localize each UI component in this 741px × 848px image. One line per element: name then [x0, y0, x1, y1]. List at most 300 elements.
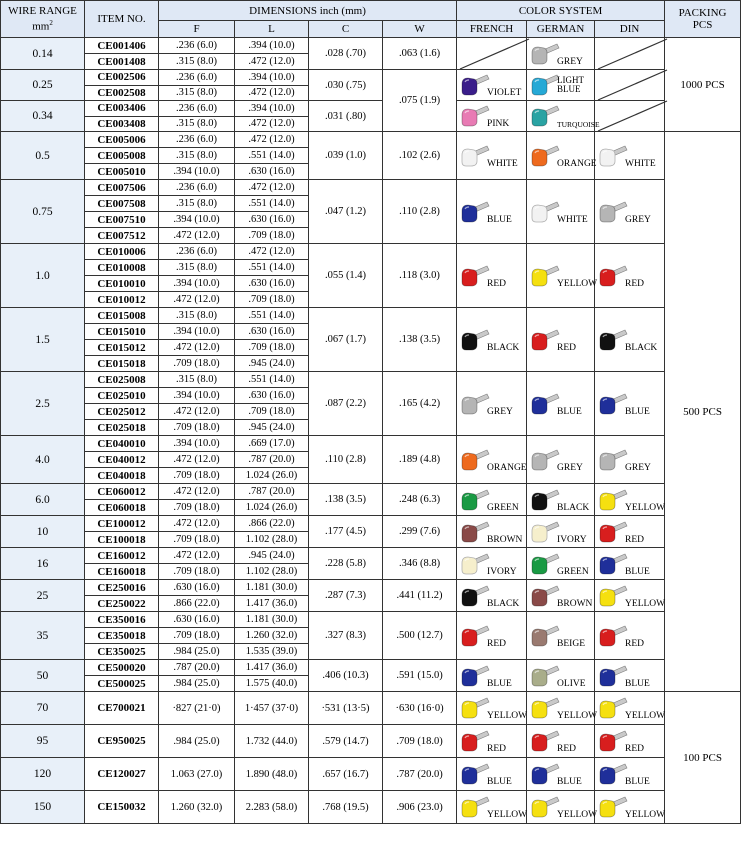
- f-dimension-cell: .315 (8.0): [159, 308, 235, 324]
- table-row: [1, 791, 741, 824]
- f-dimension-cell: .472 (12.0): [159, 484, 235, 500]
- c-dimension-cell: .768 (19.5): [309, 791, 383, 824]
- item-no-cell: CE350018: [85, 628, 159, 644]
- f-dimension-cell: 1.260 (32.0): [159, 791, 235, 824]
- german-swatch: [527, 693, 598, 723]
- ferrule-icon: [460, 623, 490, 649]
- french-swatch: [457, 759, 526, 789]
- ferrule-icon: [460, 551, 490, 577]
- item-no-cell: CE350016: [85, 612, 159, 628]
- din-header: DIN: [595, 21, 665, 38]
- item-no-cell: CE250022: [85, 596, 159, 612]
- din-swatch: [595, 661, 664, 691]
- l-dimension-cell: .787 (20.0): [235, 484, 309, 500]
- wire-range-cell: 0.34: [1, 101, 85, 132]
- french-swatch: [457, 621, 526, 651]
- table-row: [1, 180, 741, 196]
- french-header: FRENCH: [457, 21, 527, 38]
- item-no-cell: CE015008: [85, 308, 159, 324]
- l-dimension-cell: .709 (18.0): [235, 404, 309, 420]
- din-swatch: [595, 759, 664, 789]
- c-dimension-cell: .031 (.80): [309, 101, 383, 132]
- german-color-cell: [527, 791, 598, 824]
- color-label: BLUE: [557, 406, 582, 417]
- c-dimension-cell: .579 (14.7): [309, 725, 383, 758]
- french-color-cell: [457, 612, 527, 660]
- l-dimension-cell: .472 (12.0): [235, 85, 309, 101]
- item-no-cell: CE120027: [85, 758, 159, 791]
- german-color-cell: [527, 612, 595, 660]
- german-color-cell: [527, 484, 595, 516]
- french-color-cell: [457, 372, 527, 436]
- ferrule-icon: [598, 263, 628, 289]
- ferrule-icon: [460, 327, 490, 353]
- item-no-cell: CE015010: [85, 324, 159, 340]
- l-dimension-cell: .630 (16.0): [235, 276, 309, 292]
- german-color-cell: [527, 244, 598, 308]
- packing-quantity-cell: 500 PCS: [665, 132, 741, 692]
- item-no-cell: CE002506: [85, 70, 159, 86]
- color-label: GREY: [625, 462, 651, 473]
- german-color-cell: [527, 132, 595, 180]
- din-swatch: [595, 70, 664, 100]
- f-dimension-cell: .315 (8.0): [159, 148, 235, 164]
- din-color-cell: [595, 580, 665, 612]
- color-system-header: COLOR SYSTEM: [457, 1, 665, 21]
- french-color-cell: [457, 580, 527, 612]
- f-dimension-cell: .394 (10.0): [159, 164, 235, 180]
- c-dimension-cell: .177 (4.5): [309, 516, 383, 548]
- color-label: BLACK: [625, 342, 658, 353]
- color-label: RED: [487, 744, 507, 754]
- f-dimension-cell: .315 (8.0): [159, 372, 235, 388]
- ferrule-icon: [460, 519, 490, 545]
- item-no-cell: CE007508: [85, 196, 159, 212]
- color-label: RED: [625, 638, 645, 649]
- ferrule-icon: [460, 695, 490, 721]
- color-label: RED: [557, 744, 577, 754]
- ferrule-icon: [530, 761, 560, 787]
- din-swatch: [595, 325, 664, 355]
- item-no-cell: CE005010: [85, 164, 159, 180]
- ferrule-icon: [530, 551, 560, 577]
- color-label: YELLOW: [625, 598, 666, 609]
- l-dimension-cell: 1.181 (30.0): [235, 612, 309, 628]
- l-dimension-cell: .551 (14.0): [235, 308, 309, 324]
- item-no-cell: CE100018: [85, 532, 159, 548]
- f-dimension-cell: .866 (22.0): [159, 596, 235, 612]
- din-color-cell: [595, 244, 665, 308]
- f-header: F: [159, 21, 235, 38]
- din-swatch: [595, 726, 664, 756]
- f-dimension-cell: .394 (10.0): [159, 212, 235, 228]
- c-dimension-cell: .030 (.75): [309, 70, 383, 101]
- l-dimension-cell: 1.102 (28.0): [235, 532, 309, 548]
- din-swatch: [595, 197, 664, 227]
- f-dimension-cell: .236 (6.0): [159, 38, 235, 54]
- c-dimension-cell: .028 (.70): [309, 38, 383, 70]
- german-color-cell: [527, 758, 595, 791]
- color-label: ORANGE: [557, 158, 597, 169]
- c-dimension-cell: .228 (5.8): [309, 548, 383, 580]
- color-label: GREY: [625, 214, 651, 225]
- table-row: [1, 692, 741, 725]
- c-dimension-cell: .657 (16.7): [309, 758, 383, 791]
- german-swatch: [527, 549, 594, 579]
- item-no-cell: CE060018: [85, 500, 159, 516]
- packing-header: [665, 1, 741, 38]
- item-no-cell: CE025018: [85, 420, 159, 436]
- french-color-cell: [457, 308, 527, 372]
- din-color-cell: [595, 548, 665, 580]
- item-no-cell: CE160012: [85, 548, 159, 564]
- wire-range-cell: 10: [1, 516, 85, 548]
- pcs-label: PCS: [692, 19, 713, 31]
- item-no-cell: CE003406: [85, 101, 159, 117]
- color-label: VIOLET: [487, 88, 522, 98]
- ferrule-icon: [598, 519, 628, 545]
- not-available-slash-icon: [460, 39, 529, 69]
- color-label: YELLOW: [557, 810, 598, 820]
- l-dimension-cell: 1.417 (36.0): [235, 596, 309, 612]
- german-swatch: [527, 70, 594, 100]
- wire-range-cell: 70: [1, 692, 85, 725]
- f-dimension-cell: .630 (16.0): [159, 580, 235, 596]
- item-no-cell: CE010010: [85, 276, 159, 292]
- f-dimension-cell: .709 (18.0): [159, 628, 235, 644]
- ferrule-icon: [530, 583, 560, 609]
- color-label: WHITE: [487, 158, 518, 169]
- color-label: BLUE: [625, 566, 650, 577]
- german-color-cell: [527, 180, 595, 244]
- french-color-cell: [457, 791, 527, 824]
- item-no-cell: CE007512: [85, 228, 159, 244]
- color-label: BLUE: [487, 777, 512, 787]
- color-label: RED: [625, 278, 645, 289]
- ferrule-icon: [530, 72, 560, 98]
- l-dimension-cell: 1.024 (26.0): [235, 500, 309, 516]
- l-dimension-cell: 1.732 (44.0): [235, 725, 309, 758]
- w-dimension-cell: .709 (18.0): [383, 725, 457, 758]
- wire-range-cell: 1.0: [1, 244, 85, 308]
- ferrule-icon: [530, 327, 560, 353]
- l-dimension-cell: 1.575 (40.0): [235, 676, 309, 692]
- ferrule-icon: [460, 143, 490, 169]
- item-no-cell: CE005006: [85, 132, 159, 148]
- ferrule-icon: [530, 695, 560, 721]
- item-no-cell: CE002508: [85, 85, 159, 101]
- l-dimension-cell: .709 (18.0): [235, 340, 309, 356]
- ferrule-icon: [530, 263, 560, 289]
- item-no-cell: CE250016: [85, 580, 159, 596]
- table-row: [1, 758, 741, 791]
- f-dimension-cell: .394 (10.0): [159, 388, 235, 404]
- c-dimension-cell: .406 (10.3): [309, 660, 383, 692]
- ferrule-icon: [530, 794, 560, 820]
- ferrule-icon: [530, 487, 560, 513]
- dimensions-header: DIMENSIONS inch (mm): [159, 1, 457, 21]
- french-swatch: [457, 661, 526, 691]
- german-swatch: [527, 581, 594, 611]
- ferrule-icon: [530, 623, 560, 649]
- color-label: BLACK: [557, 502, 590, 513]
- table-row: [1, 244, 741, 260]
- table-row: [1, 516, 741, 532]
- w-dimension-cell: .346 (8.8): [383, 548, 457, 580]
- wire-range-cell: 50: [1, 660, 85, 692]
- color-label: YELLOW: [557, 278, 598, 289]
- table-row: [1, 132, 741, 148]
- ferrule-icon: [530, 199, 560, 225]
- l-dimension-cell: 1.417 (36.0): [235, 660, 309, 676]
- german-swatch: [527, 261, 598, 291]
- color-label: YELLOW: [625, 711, 666, 721]
- f-dimension-cell: .315 (8.0): [159, 85, 235, 101]
- wire-range-cell: 150: [1, 791, 85, 824]
- german-swatch: [527, 517, 594, 547]
- french-color-cell: [457, 484, 527, 516]
- color-label: OLIVE: [557, 678, 586, 689]
- ferrule-icon: [598, 487, 628, 513]
- french-color-cell: [457, 516, 527, 548]
- ferrule-icon: [598, 728, 628, 754]
- f-dimension-cell: .709 (18.0): [159, 356, 235, 372]
- table-row: [1, 580, 741, 596]
- din-color-cell: [595, 180, 665, 244]
- ferrule-icon: [460, 103, 490, 129]
- w-dimension-cell: ·630 (16·0): [383, 692, 457, 725]
- french-color-cell: [457, 436, 527, 484]
- din-swatch: [595, 792, 664, 822]
- item-no-cell: CE500020: [85, 660, 159, 676]
- f-dimension-cell: .472 (12.0): [159, 548, 235, 564]
- not-available-slash-icon: [598, 70, 667, 100]
- l-dimension-cell: .472 (12.0): [235, 54, 309, 70]
- ferrule-icon: [598, 551, 628, 577]
- color-label: BLACK: [487, 342, 520, 353]
- l-dimension-cell: 1.024 (26.0): [235, 468, 309, 484]
- french-swatch: [457, 39, 526, 69]
- l-dimension-cell: .787 (20.0): [235, 452, 309, 468]
- wire-range-cell: 0.25: [1, 70, 85, 101]
- german-swatch: [527, 197, 594, 227]
- german-color-cell: [527, 725, 595, 758]
- ferrule-icon: [530, 391, 560, 417]
- french-swatch: [457, 197, 526, 227]
- table-row: [1, 372, 741, 388]
- table-row: [1, 436, 741, 452]
- din-color-cell: [595, 38, 665, 70]
- w-dimension-cell: .165 (4.2): [383, 372, 457, 436]
- item-no-cell: CE025010: [85, 388, 159, 404]
- item-no-cell: CE007510: [85, 212, 159, 228]
- german-swatch: [527, 792, 598, 822]
- l-dimension-cell: .630 (16.0): [235, 212, 309, 228]
- din-color-cell: [595, 132, 665, 180]
- l-dimension-cell: .394 (10.0): [235, 70, 309, 86]
- item-no-header: ITEM NO.: [85, 1, 159, 38]
- color-label: BLUE: [487, 214, 512, 225]
- ferrule-icon: [598, 663, 628, 689]
- din-swatch: [595, 485, 664, 515]
- ferrule-icon: [530, 143, 560, 169]
- l-dimension-cell: .630 (16.0): [235, 164, 309, 180]
- f-dimension-cell: .236 (6.0): [159, 244, 235, 260]
- french-swatch: [457, 549, 526, 579]
- ferrule-icon: [460, 391, 490, 417]
- f-dimension-cell: .709 (18.0): [159, 500, 235, 516]
- item-no-cell: CE015012: [85, 340, 159, 356]
- german-swatch: [527, 445, 594, 475]
- packing-quantity-cell: 100 PCS: [665, 692, 741, 824]
- german-swatch: [527, 759, 594, 789]
- wire-unit-label: mm: [32, 20, 50, 33]
- color-label: RED: [487, 638, 507, 649]
- item-no-cell: CE950025: [85, 725, 159, 758]
- l-dimension-cell: .551 (14.0): [235, 196, 309, 212]
- l-dimension-cell: .472 (12.0): [235, 244, 309, 260]
- din-color-cell: [595, 372, 665, 436]
- color-label: BEIGE: [557, 638, 585, 649]
- c-dimension-cell: ·531 (13·5): [309, 692, 383, 725]
- table-row: [1, 612, 741, 628]
- color-label: RED: [557, 342, 577, 353]
- french-swatch: [457, 141, 526, 171]
- not-available-slash-icon: [598, 39, 667, 69]
- l-dimension-cell: .472 (12.0): [235, 116, 309, 132]
- f-dimension-cell: .984 (25.0): [159, 725, 235, 758]
- french-swatch: [457, 389, 526, 419]
- w-header: W: [383, 21, 457, 38]
- item-no-cell: CE007506: [85, 180, 159, 196]
- l-dimension-cell: .472 (12.0): [235, 180, 309, 196]
- w-dimension-cell: .299 (7.6): [383, 516, 457, 548]
- ferrule-icon: [460, 728, 490, 754]
- l-dimension-cell: .630 (16.0): [235, 388, 309, 404]
- french-color-cell: [457, 692, 527, 725]
- item-no-cell: CE015018: [85, 356, 159, 372]
- w-dimension-cell: .138 (3.5): [383, 308, 457, 372]
- color-label: TURQUOISE: [557, 120, 600, 129]
- color-label: YELLOW: [487, 711, 528, 721]
- item-no-cell: CE003408: [85, 116, 159, 132]
- color-label: IVORY: [557, 534, 587, 545]
- f-dimension-cell: .472 (12.0): [159, 452, 235, 468]
- french-swatch: [457, 445, 526, 475]
- french-color-cell: [457, 180, 527, 244]
- german-swatch: [527, 726, 594, 756]
- f-dimension-cell: .315 (8.0): [159, 54, 235, 70]
- l-dimension-cell: 1.890 (48.0): [235, 758, 309, 791]
- item-no-cell: CE500025: [85, 676, 159, 692]
- item-no-cell: CE010006: [85, 244, 159, 260]
- color-label: GREEN: [487, 502, 519, 513]
- item-no-cell: CE150032: [85, 791, 159, 824]
- l-dimension-cell: .551 (14.0): [235, 260, 309, 276]
- ferrule-icon: [460, 761, 490, 787]
- c-dimension-cell: .047 (1.2): [309, 180, 383, 244]
- f-dimension-cell: .315 (8.0): [159, 196, 235, 212]
- din-color-cell: [595, 516, 665, 548]
- item-no-cell: CE001406: [85, 38, 159, 54]
- wire-range-cell: 4.0: [1, 436, 85, 484]
- ferrule-icon: [460, 487, 490, 513]
- french-swatch: [457, 261, 526, 291]
- f-dimension-cell: .472 (12.0): [159, 340, 235, 356]
- ferrule-icon: [530, 447, 560, 473]
- din-color-cell: [595, 612, 665, 660]
- l-dimension-cell: 2.283 (58.0): [235, 791, 309, 824]
- color-label: BLACK: [487, 598, 520, 609]
- color-label: BROWN: [557, 598, 593, 609]
- ferrule-icon: [598, 391, 628, 417]
- item-no-cell: CE040018: [85, 468, 159, 484]
- table-row: [1, 308, 741, 324]
- wire-range-cell: 16: [1, 548, 85, 580]
- german-color-cell: [527, 660, 595, 692]
- din-swatch: [595, 261, 664, 291]
- ferrule-icon: [530, 519, 560, 545]
- item-no-cell: CE001408: [85, 54, 159, 70]
- packing-label: PACKING: [678, 7, 727, 19]
- german-color-cell: [527, 580, 595, 612]
- l-dimension-cell: 1.260 (32.0): [235, 628, 309, 644]
- item-no-cell: CE010008: [85, 260, 159, 276]
- german-color-cell: [527, 101, 600, 132]
- wire-range-cell: 95: [1, 725, 85, 758]
- table-row: [1, 660, 741, 676]
- f-dimension-cell: 1.063 (27.0): [159, 758, 235, 791]
- ferrule-icon: [530, 663, 560, 689]
- l-dimension-cell: .866 (22.0): [235, 516, 309, 532]
- not-available-slash-icon: [598, 101, 667, 131]
- ferrule-icon: [598, 199, 628, 225]
- french-color-cell: [457, 132, 527, 180]
- din-color-cell: [595, 436, 665, 484]
- table-row: [1, 70, 741, 86]
- color-label: GREY: [557, 462, 583, 473]
- french-color-cell: [457, 244, 527, 308]
- c-dimension-cell: .067 (1.7): [309, 308, 383, 372]
- ferrule-icon: [460, 447, 490, 473]
- f-dimension-cell: .394 (10.0): [159, 324, 235, 340]
- din-color-cell: [595, 308, 665, 372]
- f-dimension-cell: .709 (18.0): [159, 564, 235, 580]
- f-dimension-cell: .236 (6.0): [159, 70, 235, 86]
- c-dimension-cell: .138 (3.5): [309, 484, 383, 516]
- item-no-cell: CE005008: [85, 148, 159, 164]
- w-dimension-cell: .591 (15.0): [383, 660, 457, 692]
- f-dimension-cell: .236 (6.0): [159, 180, 235, 196]
- c-dimension-cell: .055 (1.4): [309, 244, 383, 308]
- l-dimension-cell: .394 (10.0): [235, 38, 309, 54]
- color-label: WHITE: [557, 214, 588, 225]
- ferrule-icon: [598, 447, 628, 473]
- din-color-cell: [595, 101, 665, 132]
- f-dimension-cell: .315 (8.0): [159, 260, 235, 276]
- item-no-cell: CE160018: [85, 564, 159, 580]
- wire-range-cell: 120: [1, 758, 85, 791]
- item-no-cell: CE350025: [85, 644, 159, 660]
- color-label: BROWN: [487, 534, 523, 545]
- wire-range-cell: 35: [1, 612, 85, 660]
- c-header: C: [309, 21, 383, 38]
- c-dimension-cell: .327 (8.3): [309, 612, 383, 660]
- wire-unit-superscript: 2: [49, 19, 53, 28]
- color-label: LIGHT BLUE: [557, 75, 585, 94]
- f-dimension-cell: .472 (12.0): [159, 292, 235, 308]
- l-dimension-cell: .630 (16.0): [235, 324, 309, 340]
